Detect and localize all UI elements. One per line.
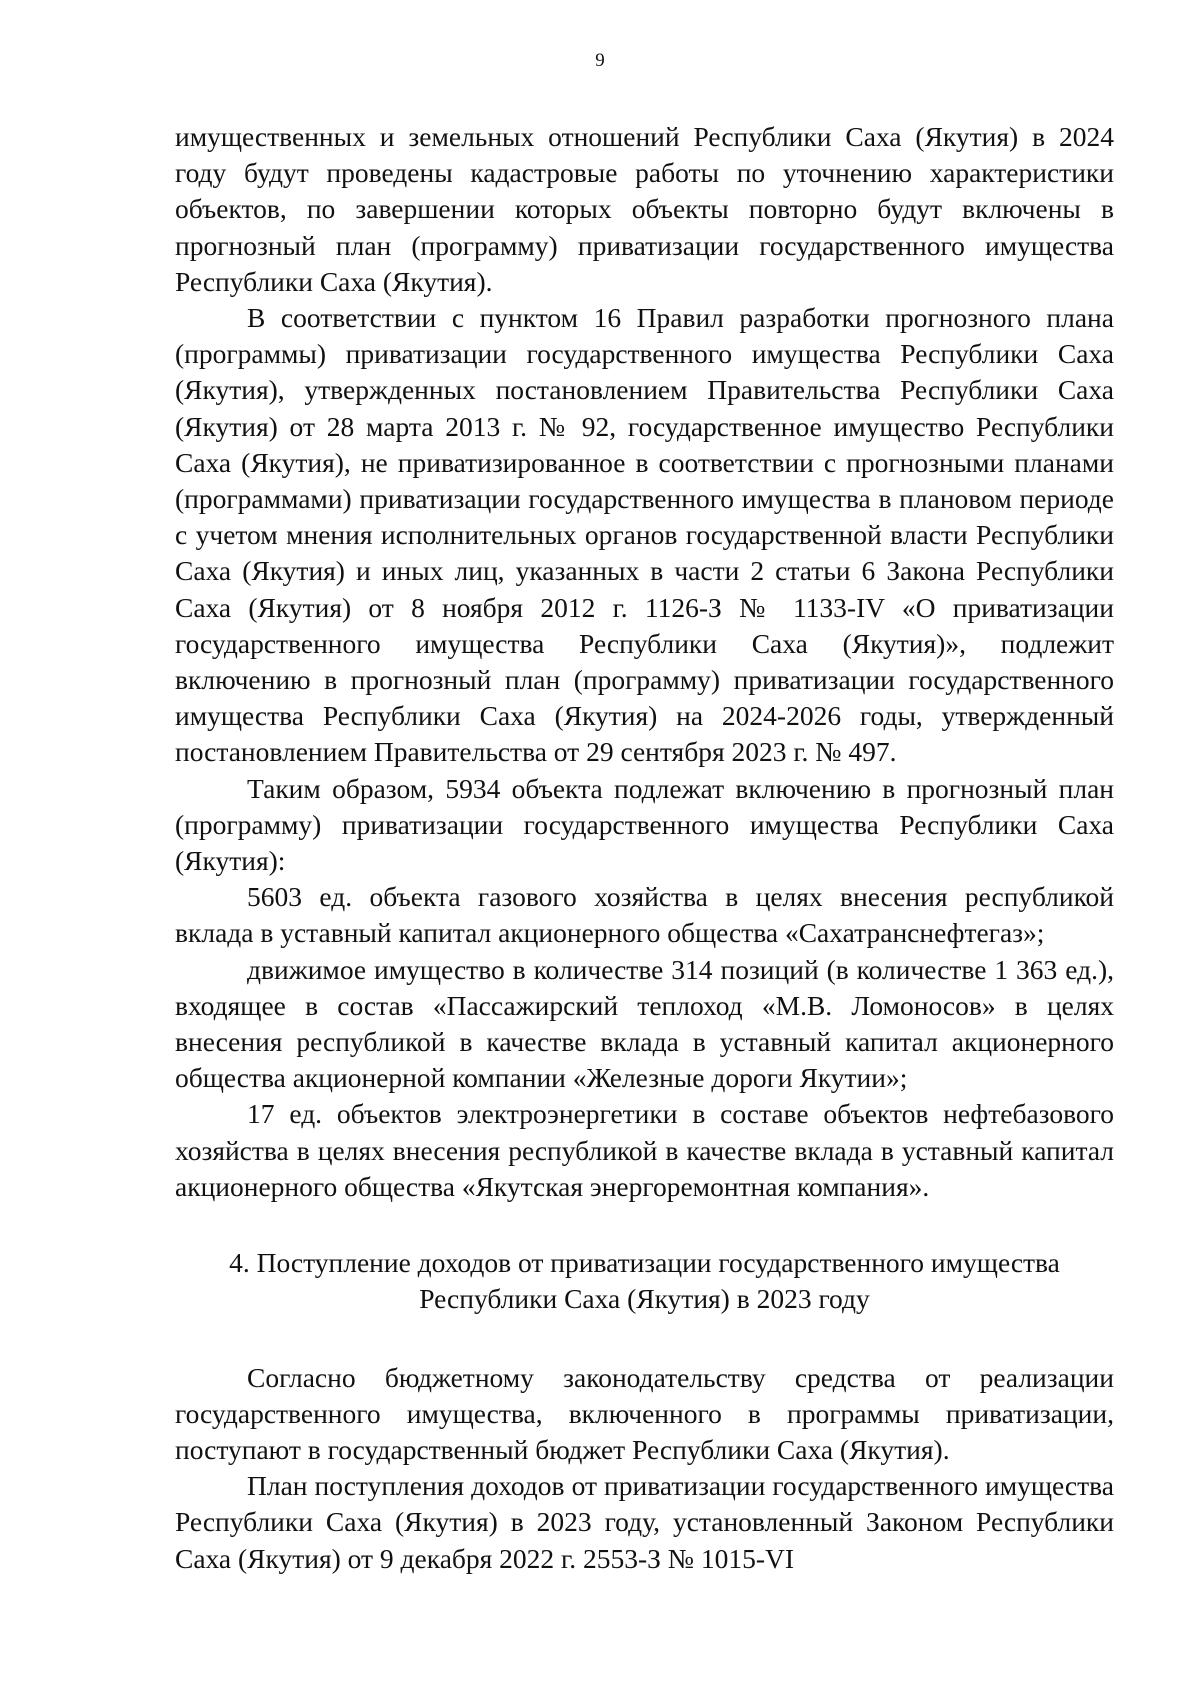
paragraph-objects-total: Таким образом, 5934 объекта подлежат включению в прогнозный план (программу) приватизации государственного имущества Республики Саха (Якутия):: [175, 772, 1114, 877]
page-number: 9: [595, 50, 605, 71]
paragraph-continuation: имущественных и земельных отношений Республики Саха (Якутия) в 2024 году будут проведены кадастровые работы по уточнению характеристики объектов, по завершении которых объекты повторно будут включены в прогнозный план (программу) приватизации государственного имущества Республики Саха (Якутия).: [175, 121, 1114, 297]
paragraph-revenue-plan: План поступления доходов от приватизации государственного имущества Республики Саха (Якутия) в 2023 году, установленный Законом Республики Саха (Якутия) от 9 декабря 2022 г. 2553-З № 1015-VI: [175, 1470, 1114, 1574]
list-item-gas-objects: 5603 ед. объекта газового хозяйства в целях внесения республикой вклада в уставный капитал акционерного общества «Сахатранснефтегаз»;: [175, 881, 1114, 949]
page-body: [175, 119, 1114, 1577]
paragraph-rules-clause: В соответствии с пунктом 16 Правил разработки прогнозного плана (программы) приватизации государственного имущества Республики Саха (Якутия), утвержденных постановлением Правительства Республики Саха (Якутия) от 28 марта 2013 г. № 92, государственное имущество Республики Саха (Якутия), не приватизированное в соответствии с прогнозными планами (программами) приватизации государственного имущества в плановом периоде с учетом мнения исполнительных органов государственной власти Республики Саха (Якутия) и иных лиц, указанных в части 2 статьи 6 Закона Республики Саха (Якутия) от 8 ноября 2012 г. 1126-З № 1133-IV «О приватизации государственного имущества Республики Саха (Якутия)», подлежит включению в прогнозный план (программу) приватизации государственного имущества Республики Саха (Якутия) на 2024-2026 годы, утвержденный постановлением Правительства от 29 сентября 2023 г. № 497.: [175, 302, 1114, 768]
section-heading-line-1: 4. Поступление доходов от приватизации государственного имущества: [229, 1247, 1060, 1279]
paragraph-budget-law: Согласно бюджетному законодательству средства от реализации государственного имущества, включенного в программы приватизации, поступают в государственный бюджет Республики Саха (Якутия).: [175, 1361, 1114, 1465]
list-item-movable-property: движимое имущество в количестве 314 позиций (в количестве 1 363 ед.), входящее в состав «Пассажирский теплоход «М.В. Ломоносов» в целях внесения республикой в качестве вклада в уставный капитал акционерного общества акционерной компании «Железные дороги Якутии»;: [175, 953, 1114, 1094]
list-item-electric-objects: 17 ед. объектов электроэнергетики в составе объектов нефтебазового хозяйства в целях внесения республикой в качестве вклада в уставный капитал акционерного общества «Якутская энергоремонтная компания».: [175, 1098, 1114, 1202]
section-heading-line-2: Республики Саха (Якутия) в 2023 году: [419, 1283, 870, 1315]
section-heading: [175, 1245, 1114, 1317]
